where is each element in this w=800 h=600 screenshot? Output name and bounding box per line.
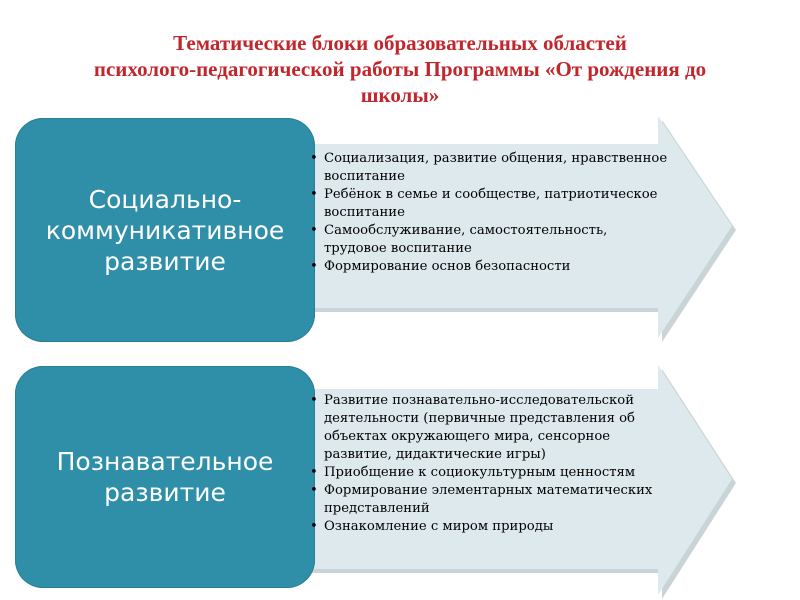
bullet-icon: • <box>310 223 318 238</box>
slide-title <box>0 30 800 108</box>
bullet-icon: • <box>310 393 318 408</box>
bullet-icon: • <box>310 151 318 166</box>
bullet-icon: • <box>310 483 318 498</box>
block-1-heading: Социально-коммуникативное развитие <box>45 184 285 276</box>
list-item: • Приобщение к социокультурным ценностям <box>310 465 636 480</box>
list-item: • Развитие познавательно-исследовательской деятельности (первичные представления об объектах окружающего мира, сенсорное развитие, дидактические игры) <box>310 393 635 462</box>
block-2-heading: Познавательное развитие <box>56 447 274 507</box>
bullet-icon: • <box>310 465 318 480</box>
block-1-list <box>308 150 673 276</box>
bullet-icon: • <box>310 187 318 202</box>
list-item: • Социализация, развитие общения, нравственное воспитание <box>310 151 668 184</box>
block-1-heading-box <box>15 118 315 342</box>
list-item: • Ребёнок в семье и сообществе, патриотическое воспитание <box>310 187 658 220</box>
title-line-2: психолого-педагогической работы Программы «От рождения до <box>93 57 707 81</box>
list-item: • Формирование основ безопасности <box>310 259 571 274</box>
bullet-icon: • <box>310 519 318 534</box>
list-item: • Самообслуживание, самостоятельность, трудовое воспитание <box>310 223 608 256</box>
block-2-list <box>308 392 673 536</box>
bullet-icon: • <box>310 259 318 274</box>
title-line-3: школы» <box>360 83 440 107</box>
title-line-1: Тематические блоки образовательных областей <box>173 31 627 55</box>
list-item: • Формирование элементарных математических представлений <box>310 483 653 516</box>
block-2-heading-box <box>15 366 315 588</box>
list-item: • Ознакомление с миром природы <box>310 519 554 534</box>
